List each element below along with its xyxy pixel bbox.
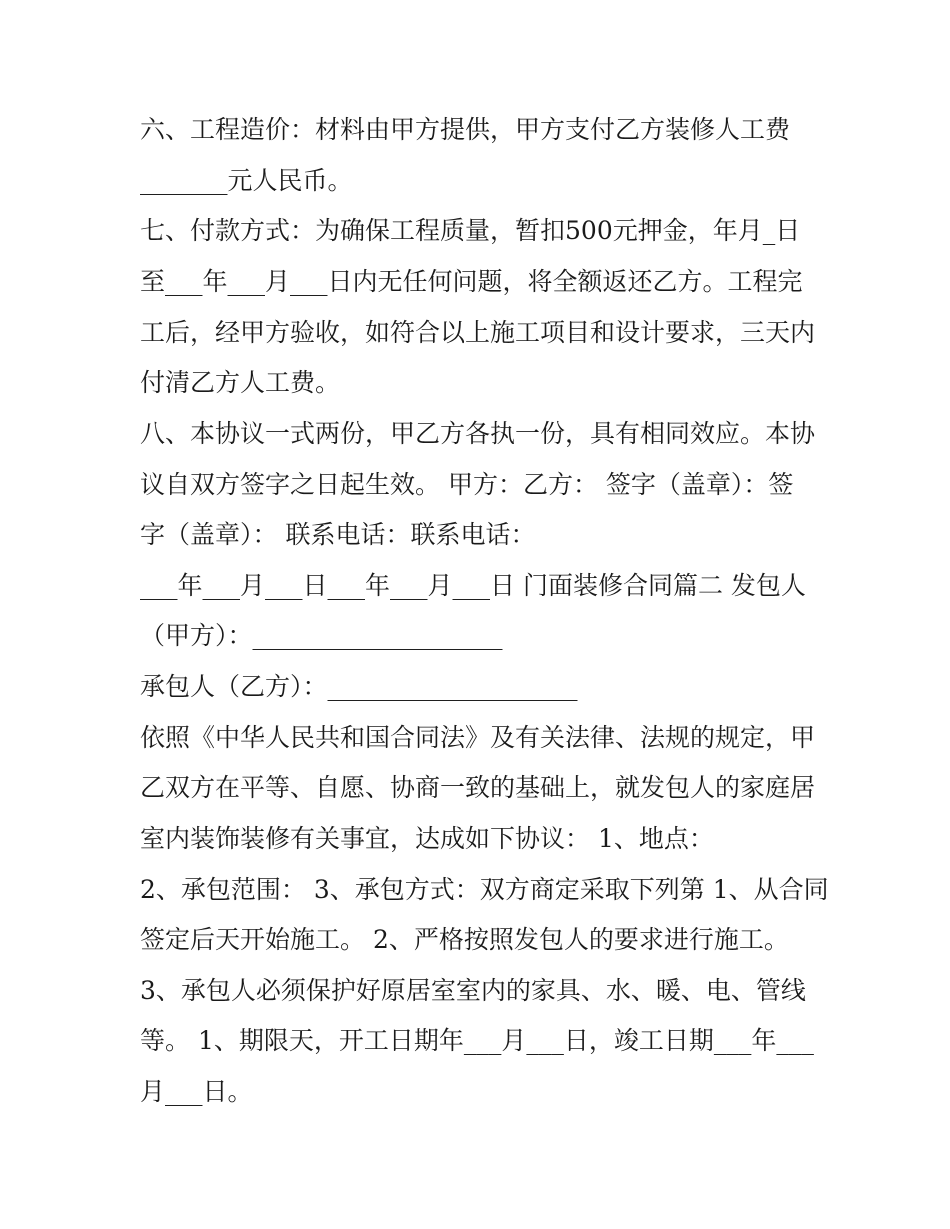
text-line-5: 工后，经甲方验收，如符合以上施工项目和设计要求，三天内 bbox=[140, 318, 816, 347]
text-line-8: 议自双方签字之日起生效。 甲方：乙方： 签字（盖章）：签 bbox=[140, 470, 794, 499]
text-line-3: 七、付款方式：为确保工程质量，暂扣500元押金，年月_日 bbox=[140, 216, 801, 245]
text-line-10: ___年___月___日___年___月___日 门面装修合同篇二 发包人 bbox=[140, 571, 806, 600]
text-line-12: 承包人（乙方）：____________________ bbox=[140, 672, 578, 701]
text-line-20: 月___日。 bbox=[140, 1077, 253, 1106]
text-line-4: 至___年___月___日内无任何问题，将全额返还乙方。工程完 bbox=[140, 267, 803, 296]
text-line-17: 签定后天开始施工。 2、严格按照发包人的要求进行施工。 bbox=[140, 925, 789, 954]
text-line-11: （甲方）：____________________ bbox=[140, 621, 503, 650]
text-line-13: 依照《中华人民共和国合同法》及有关法律、法规的规定，甲 bbox=[140, 723, 816, 752]
text-line-7: 八、本协议一式两份，甲乙方各执一份，具有相同效应。本协 bbox=[140, 419, 816, 448]
text-line-14: 乙双方在平等、自愿、协商一致的基础上，就发包人的家庭居 bbox=[140, 773, 816, 802]
text-line-19: 等。 1、期限天，开工日期年___月___日，竣工日期___年___ bbox=[140, 1026, 814, 1055]
text-line-6: 付清乙方人工费。 bbox=[140, 368, 341, 397]
text-line-16: 2、承包范围： 3、承包方式：双方商定采取下列第 1、从合同 bbox=[140, 875, 829, 904]
text-line-15: 室内装饰装修有关事宜，达成如下协议： 1、地点： bbox=[140, 824, 714, 853]
text-line-2: _______元人民币。 bbox=[140, 166, 353, 195]
text-line-1: 六、工程造价：材料由甲方提供，甲方支付乙方装修人工费 bbox=[140, 115, 791, 144]
text-line-9: 字（盖章）： 联系电话：联系电话： bbox=[140, 520, 536, 549]
text-line-18: 3、承包人必须保护好原居室室内的家具、水、暖、电、管线 bbox=[140, 976, 806, 1005]
